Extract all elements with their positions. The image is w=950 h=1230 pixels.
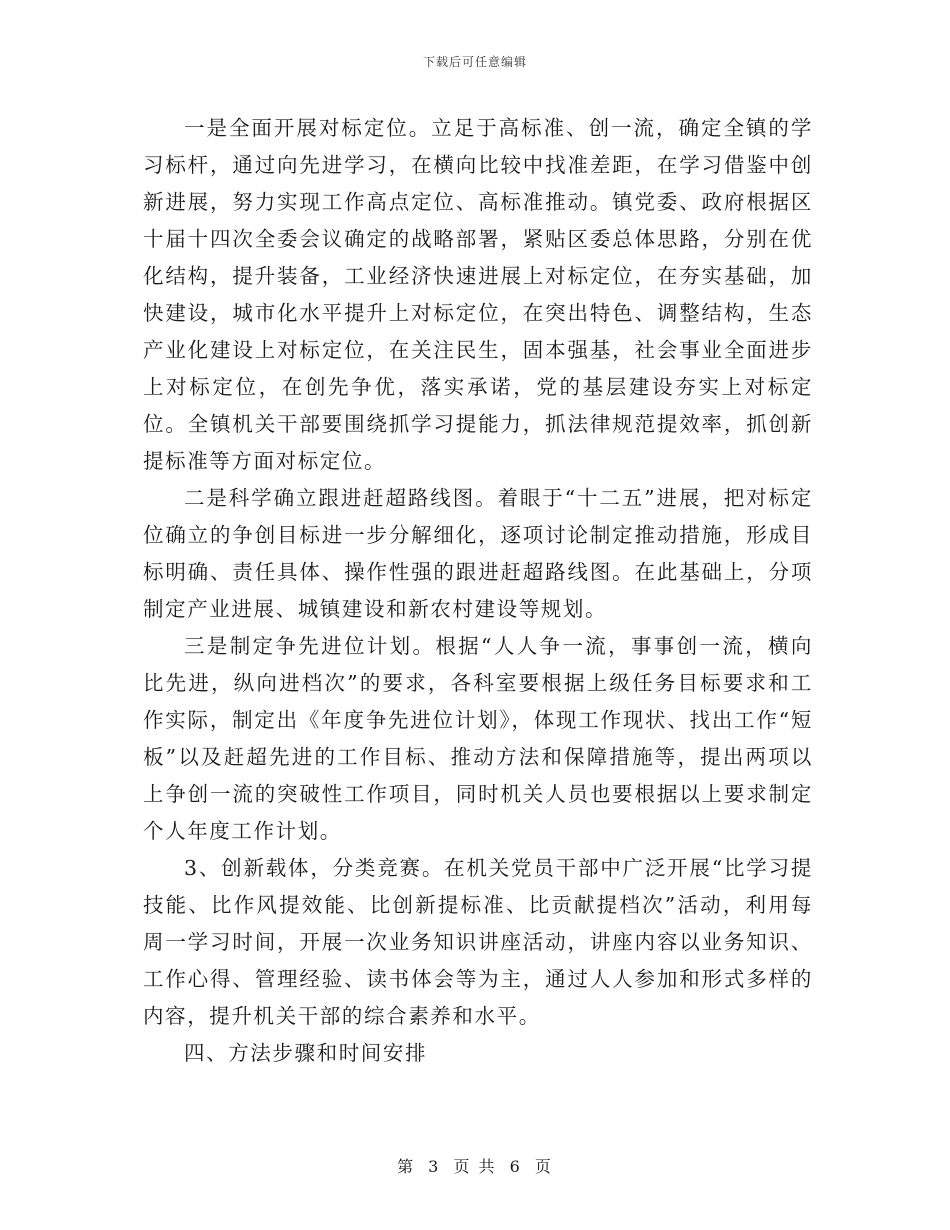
document-body xyxy=(143,110,813,1072)
paragraph-innovation-competition: 3、创新载体，分类竞赛。在机关党员干部中广泛开展“比学习提技能、比作风提效能、比创新提标准、比贡献提档次”活动，利用每周一学习时间，开展一次业务知识讲座活动，讲座内容以业务知识、工作心得、管理经验、读书体会等为主，通过人人参加和形式多样的内容，提升机关干部的综合素养和水平。 xyxy=(143,856,813,1028)
page-header: 下载后可任意编辑 xyxy=(422,55,527,69)
page-number: 3 xyxy=(428,1157,441,1176)
footer-prefix: 第 xyxy=(397,1157,416,1176)
paragraph-progress-plan: 三是制定争先进位计划。根据“人人争一流，事事创一流，横向比先进，纵向进档次”的要求，各科室要根据上级任务目标要求和工作实际，制定出《年度争先进位计划》，体现工作现状、找出工作“短板”以及赶超先进的工作目标、推动方法和保障措施等，提出两项以上争创一流的突破性工作项目，同时机关人员也要根据以上要求制定个人年度工作计划。 xyxy=(143,634,813,843)
page-footer xyxy=(0,1154,950,1177)
paragraph-benchmark-positioning: 一是全面开展对标定位。立足于高标准、创一流，确定全镇的学习标杆，通过向先进学习，在横向比较中找准差距，在学习借鉴中创新进展，努力实现工作高点定位、高标准推动。镇党委、政府根据区十届十四次全委会议确定的战略部署，紧贴区委总体思路，分别在优化结构，提升装备，工业经济快速进展上对标定位，在夯实基础，加快建设，城市化水平提升上对标定位，在突出特色、调整结构，生态产业化建设上对标定位，在关注民生，固本强基，社会事业全面进步上对标定位，在创先争优，落实承诺，党的基层建设夯实上对标定位。全镇机关干部要围绕抓学习提能力，抓法律规范提效率，抓创新提标准等方面对标定位。 xyxy=(143,116,813,473)
paragraph-roadmap: 二是科学确立跟进赶超路线图。着眼于“十二五”进展，把对标定位确立的争创目标进一步分解细化，逐项讨论制定推动措施，形成目标明确、责任具体、操作性强的跟进赶超路线图。在此基础上，分项制定产业进展、城镇建设和新农村建设等规划。 xyxy=(143,486,813,621)
footer-suffix: 页 xyxy=(534,1157,553,1176)
section-heading-methods-schedule: 四、方法步骤和时间安排 xyxy=(184,1041,428,1065)
total-pages: 6 xyxy=(509,1157,522,1176)
footer-middle: 页 共 xyxy=(453,1157,497,1176)
